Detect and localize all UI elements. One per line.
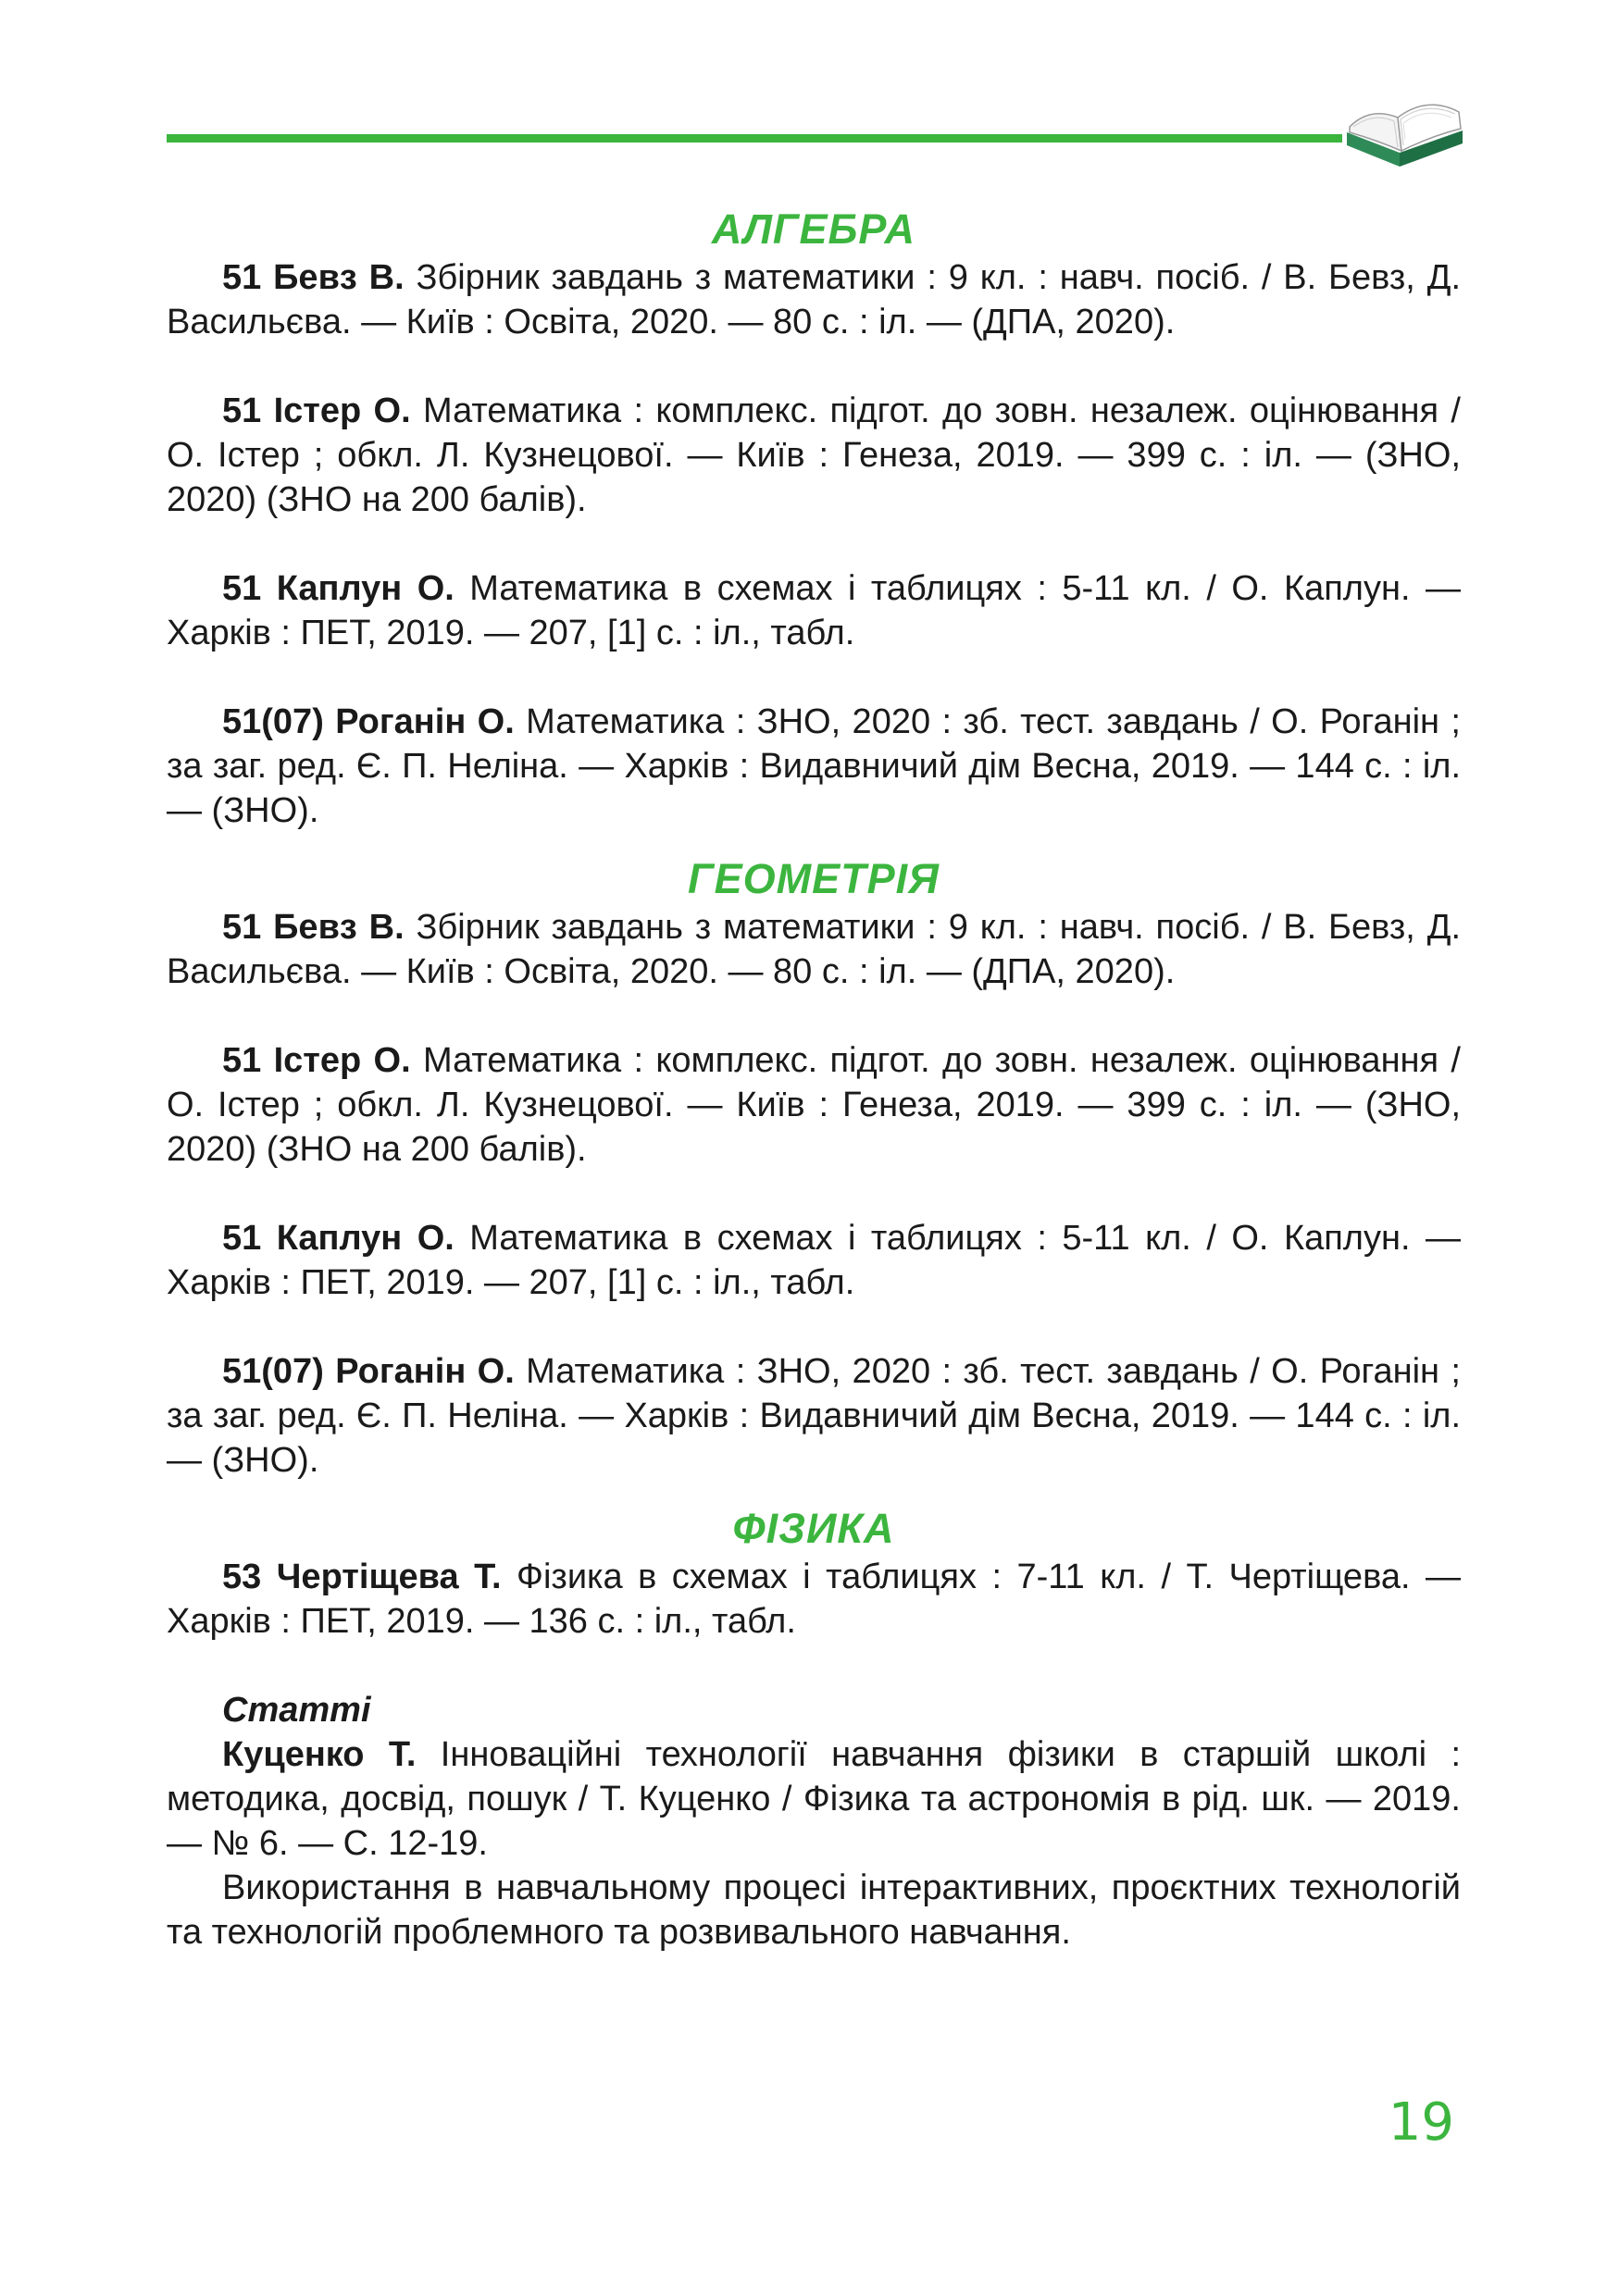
- entry-text: Збірник завдань з математики : 9 кл. : навч. посіб. / В. Бевз, Д. Васильєва. — Київ : Освіта, 2020. — 80 с. : іл. — (ДПА, 2020).: [167, 258, 1461, 341]
- entry-text: Математика : ЗНО, 2020 : зб. тест. завдань / О. Роганін ; за заг. ред. Є. П. Неліна. — Харків : Видавничий дім Весна, 2019. — 144 с. : іл. — (ЗНО).: [167, 1352, 1461, 1480]
- bibliography-entry: [167, 1555, 1461, 1644]
- entry-text: Математика в схемах і таблицях : 5-11 кл. / О. Каплун. — Харків : ПЕТ, 2019. — 207, [1] с. : іл., табл.: [167, 1219, 1461, 1302]
- entry-text: Математика : ЗНО, 2020 : зб. тест. завдань / О. Роганін ; за заг. ред. Є. П. Неліна. — Харків : Видавничий дім Весна, 2019. — 144 с. : іл. — (ЗНО).: [167, 702, 1461, 830]
- header-rule: [167, 134, 1342, 143]
- entry-text: Математика : комплекс. підгот. до зовн. незалеж. оцінювання / О. Істер ; обкл. Л. Кузнецової. — Київ : Генеза, 2019. — 399 с. : іл. — (ЗНО, 2020) (ЗНО на 200 балів).: [167, 1041, 1461, 1169]
- section-heading-geometry: ГЕОМЕТРІЯ: [688, 855, 940, 902]
- article-entry: [167, 1732, 1461, 1866]
- bibliography-entry: [167, 389, 1461, 522]
- entry-lead: 51 Бевз В.: [222, 258, 405, 297]
- article-annotation: Використання в навчальному процесі інтерактивних, проєктних технологій та технологій проблемного та розвивального навчання.: [167, 1868, 1461, 1952]
- section-heading-physics: ФІЗИКА: [732, 1505, 895, 1552]
- open-book-icon: [1342, 79, 1467, 171]
- entry-text: Збірник завдань з математики : 9 кл. : навч. посіб. / В. Бевз, Д. Васильєва. — Київ : Освіта, 2020. — 80 с. : іл. — (ДПА, 2020).: [167, 908, 1461, 991]
- entry-lead: 51 Бевз В.: [222, 908, 405, 947]
- entry-lead: 53 Чертіщева Т.: [222, 1558, 502, 1596]
- page-number: 19: [1388, 2092, 1454, 2153]
- entry-lead: 51 Каплун О.: [222, 569, 455, 608]
- bibliography-entry: [167, 255, 1461, 344]
- bibliography-entry: [167, 905, 1461, 994]
- entry-text: Інноваційні технології навчання фізики в старшій школі : методика, досвід, пошук / Т. Куценко / Фізика та астрономія в рід. шк. — 2019. — № 6. — С. 12-19.: [167, 1735, 1462, 1863]
- bibliography-entry: [167, 1216, 1461, 1305]
- entry-lead: 51(07) Роганін О.: [222, 702, 515, 741]
- entry-text: Математика : комплекс. підгот. до зовн. незалеж. оцінювання / О. Істер ; обкл. Л. Кузнецової. — Київ : Генеза, 2019. — 399 с. : іл. — (ЗНО, 2020) (ЗНО на 200 балів).: [167, 391, 1461, 519]
- entry-lead: Куценко Т.: [222, 1735, 417, 1774]
- bibliography-entry: [167, 566, 1461, 655]
- entry-lead: 51 Істер О.: [222, 1041, 411, 1080]
- entry-lead: 51 Істер О.: [222, 391, 411, 430]
- bibliography-entry: [167, 1038, 1461, 1172]
- entry-text: Фізика в схемах і таблицях : 7-11 кл. / Т. Чертіщева. — Харків : ПЕТ, 2019. — 136 с. : іл., табл.: [167, 1558, 1461, 1641]
- bibliography-content: [167, 204, 1461, 1955]
- section-heading-algebra: АЛГЕБРА: [711, 205, 916, 253]
- entry-lead: 51 Каплун О.: [222, 1219, 455, 1258]
- articles-label: Статті: [222, 1691, 371, 1730]
- bibliography-entry: [167, 700, 1461, 833]
- bibliography-entry: [167, 1349, 1461, 1483]
- entry-text: Математика в схемах і таблицях : 5-11 кл. / О. Каплун. — Харків : ПЕТ, 2019. — 207, [1] с. : іл., табл.: [167, 569, 1461, 652]
- entry-lead: 51(07) Роганін О.: [222, 1352, 515, 1391]
